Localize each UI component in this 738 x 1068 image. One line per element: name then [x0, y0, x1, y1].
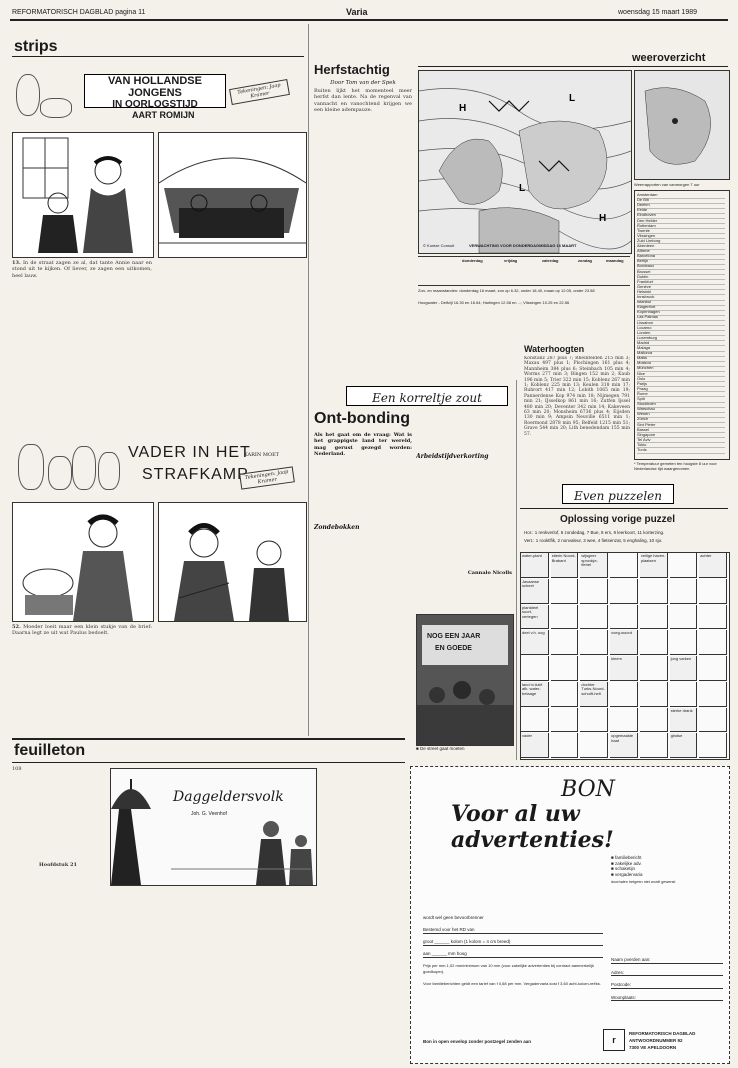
masthead-rule	[10, 19, 728, 21]
column-separator-left	[308, 24, 309, 736]
ontbonding-subhead1: Zondebokken	[314, 524, 360, 532]
herfstachtig-text-start: Buiten lijkt het momenteel meer herfst dan lente. Na de regenval van vannacht en vanochtend krijgen we een kleine adempauze.	[314, 88, 412, 113]
ontbonding-signature: Cannalo Nicolls	[467, 570, 512, 577]
bon-headline2: Voor al uw advertenties!	[451, 801, 614, 853]
zon-maan: Zon- en maanstanden: donderdag 16 maart, zon op 6.32, onder 18.40, maan op 12.05, onder 23.58	[418, 288, 595, 293]
city-row: Londen	[637, 331, 725, 337]
city-row: Aberdeen	[637, 244, 725, 250]
bon-line-1: wordt wel geen bevoorbrenner	[423, 915, 484, 920]
bon-footer-right-1: REFORMATORISCH DAGBLAD	[629, 1031, 696, 1036]
puzzle-cell[interactable]	[580, 733, 608, 758]
puzzle-cell[interactable]	[640, 682, 668, 707]
feuilleton-illustration	[110, 768, 317, 886]
ontbonding-col2	[416, 432, 512, 610]
comic2-text-start: Moeder loeit maar een klein stukje van de brief: Daarna legt ze uit wat Paulus bedoelt.	[12, 624, 152, 637]
forecast-col-5: maandag	[606, 258, 624, 263]
masthead-right: woensdag 15 maart 1989	[618, 9, 697, 16]
puzzle-cell[interactable]	[551, 605, 579, 630]
puzzle-cell[interactable]: achter	[699, 553, 727, 578]
bon-fields	[611, 957, 723, 1001]
weather-map-caption: VERWACHTING VOOR DONDERDAGMIDDAG 16 MAART	[469, 243, 577, 248]
bon-field-name[interactable]: Naam pverden aan:	[611, 957, 723, 964]
bon-family-text: Voor familieberichten geldt een tarief van f 0,68 per mm. Vergadervaria kost f 3,60 acht-kolom-reëks.	[423, 981, 601, 986]
herfstachtig-title: Herfstachtig	[314, 62, 390, 77]
bon-option-3[interactable]: ■ schaketijn	[611, 866, 635, 871]
puzzle-cell[interactable]	[610, 553, 638, 578]
comic1-panel-left-drawing	[13, 133, 153, 257]
city-row: Berlijn	[637, 259, 725, 265]
ontbonding-lead: Als het gaat om de vraag: Wat is het grappigste land ter wereld, mag gerust gezegd worden: Nederland.	[314, 432, 412, 457]
city-row: Rotterdam	[637, 224, 725, 230]
feuilleton-number: 108	[12, 766, 22, 772]
puzzle-cell[interactable]	[640, 630, 668, 655]
feuilleton-illustration-drawing	[111, 769, 316, 885]
city-row: Innsbruck	[637, 295, 725, 301]
korreltje-text: Een korreltje zout	[372, 391, 482, 405]
weather-map-drawing	[419, 71, 631, 253]
bon-small-note: doorhalen hetgeen niet wordt gewenst	[611, 880, 676, 884]
bon-field-address[interactable]: Adres:	[611, 970, 723, 977]
puzzle-cell[interactable]	[699, 733, 727, 758]
city-row: Amsterdam	[637, 193, 725, 199]
comic2-panel-number: 52.	[12, 624, 21, 630]
city-row: Stockholm	[637, 402, 725, 408]
puzzle-cell[interactable]	[699, 579, 727, 604]
forecast-row	[418, 256, 630, 286]
hoogwater: Hoogwater - Delfzijl 16.30 en 16.54; Harlingen 12.58 en ...; Vlissingen 10.25 en 22.56	[418, 300, 570, 305]
puzzle-cell[interactable]	[580, 708, 608, 733]
puzzle-cell[interactable]	[670, 630, 698, 655]
city-row: Twente	[637, 229, 725, 235]
weather-map-credit: © Kuntze Consult	[423, 243, 455, 248]
puzzle-cell[interactable]: deel v.h. oog	[521, 630, 549, 655]
photo-sign-text-2: EN GOEDE	[435, 645, 472, 652]
puzzle-grid	[520, 552, 730, 760]
figure-sketch-1	[18, 444, 44, 490]
feuilleton-col1	[12, 766, 104, 1056]
city-row: Rome	[637, 392, 725, 398]
feuilleton-rule	[12, 762, 405, 763]
child-figure-sketch	[16, 74, 40, 116]
ontbonding-subhead2: Arbeidstijdverkorting	[416, 453, 489, 460]
city-row: Istanbul	[637, 300, 725, 306]
comic1-text-left	[12, 260, 152, 376]
bon-field-city[interactable]: Woonplaats:	[611, 995, 723, 1002]
bon-price-text: Prijs per mm 1,02 mm/minimum van 10 mm (voor zakelijke advertenties bij contract aanmerkelijk goedkoper).	[423, 963, 594, 974]
city-row: Bordeaux	[637, 264, 725, 270]
waterhoogten-text: Konstanz 287 plus 7; Rheinfelden 215 min 3; Maxau 497 plus 1; Plochingen 161 plus 4; Mannheim 384 plus 6; Steinbach 105 min 4; Worms 277 min 3; Bingen 152 min 2; Kaub 196 min 5; Trier 322 min 15; Koblenz 267 min 1; Koblenz 225 min 13; Keulen 318 min 17; Ruhrort 417 min 12; Lobith 1065 min 19; Pannerdense Kop 974 min 18; Nijmegen 791 min 21; IJsselkop 861 min 16; Zutfen Ijssel 480 min 20; Deventer 342 min 14; Kakeveen 63 min 20; Monsheim 6736 plus 4; Eijsden 130 min 9; Ampsin Neuville 6511 min 1; Roermond 2878 min 95; Belfeld 1215 min 51; Grave 544 min 20; Lith benedendam 155 min 57.	[524, 356, 630, 437]
city-row: Oslo	[637, 377, 725, 383]
puzzle-cell[interactable]: kleem	[610, 656, 638, 681]
feuilleton-col3	[178, 888, 240, 1056]
comic1-title-line1: VAN HOLLANDSE JONGENS	[108, 75, 202, 99]
svg-text:L: L	[569, 93, 576, 104]
city-row: Malaga	[637, 346, 725, 352]
checkbox-icon[interactable]: ■	[611, 871, 615, 877]
korreltje-label	[346, 386, 508, 406]
weer-rule	[418, 66, 728, 67]
strips-section-title: strips	[14, 38, 58, 55]
comic1-panel-number: 13.	[12, 260, 21, 266]
checkbox-icon[interactable]: ■	[611, 860, 615, 866]
city-row: Sint Pieter	[637, 423, 725, 429]
puzzle-cell[interactable]	[580, 630, 608, 655]
checkbox-icon[interactable]: ■	[611, 855, 615, 860]
cities-table	[634, 190, 730, 460]
puzzle-cell[interactable]	[551, 630, 579, 655]
weer-section-title: weeroverzicht	[632, 52, 706, 64]
bon-option-1[interactable]: ■ familiebericht	[611, 855, 642, 860]
puzzle-cell[interactable]: jong varken	[670, 656, 698, 681]
city-row: Frankfort	[637, 280, 725, 286]
comic2-header	[12, 438, 305, 498]
ontbonding-col1	[314, 432, 412, 754]
puzzle-cell[interactable]	[670, 682, 698, 707]
feuilleton-col4	[246, 888, 311, 1056]
puzzle-cell[interactable]	[580, 579, 608, 604]
comic2-panel-right	[158, 502, 307, 622]
ontbonding-title: Ont-bonding	[314, 410, 410, 427]
ontbonding-photo	[416, 614, 514, 746]
feuilleton-col2	[110, 888, 172, 1056]
city-row: Barcelona	[637, 254, 725, 260]
forecast-col-2: vrijdag	[504, 258, 518, 263]
city-row: Moskou	[637, 361, 725, 367]
bon-option-4[interactable]: ■ vergadervaria	[611, 871, 643, 877]
city-row: Genève	[637, 285, 725, 291]
puzzel-label-text: Even puzzelen	[573, 489, 662, 503]
bon-option-2[interactable]: ■ zakelijke adv.	[611, 860, 642, 866]
puzzle-cell[interactable]: vader	[521, 733, 549, 758]
bon-footer-right-2: ANTWOORDNUMMER 92	[629, 1038, 683, 1043]
column-separator-center	[516, 380, 517, 760]
puzzle-cell[interactable]	[551, 733, 579, 758]
puzzle-cell[interactable]	[640, 579, 668, 604]
comic2-panel-right-drawing	[159, 503, 306, 621]
puzzle-cell[interactable]	[610, 682, 638, 707]
puzzel-horizontal: Hor.: 1 renkverlof, 6 zondedag, 7 Bue, 8 ers, 9 leerkoort, 11 korterzing.	[524, 530, 665, 535]
city-row: Las Palmas	[637, 315, 725, 321]
puzzle-cell[interactable]	[580, 656, 608, 681]
city-row: Warschau	[637, 407, 725, 413]
city-row: München	[637, 366, 725, 372]
puzzle-cell[interactable]	[699, 656, 727, 681]
feuilleton-illustration-title: Daggeldersvolk	[173, 789, 284, 805]
puzzle-cell[interactable]	[610, 605, 638, 630]
city-row: Tunis	[637, 448, 725, 454]
puzzle-cell[interactable]: dochter Turks-Noord-schuift-helt	[580, 682, 608, 707]
puzzle-cell[interactable]	[521, 708, 549, 733]
comic1-text-right	[158, 260, 305, 376]
photo-sign-text: NOG EEN JAAR	[427, 633, 481, 640]
city-row: Zürich	[637, 417, 725, 423]
comic2-author: KARIN MOET	[244, 452, 280, 458]
puzzle-cell[interactable]	[610, 579, 638, 604]
comic2-title-line1: VADER IN HET	[128, 444, 251, 461]
puzzle-cell[interactable]	[551, 579, 579, 604]
puzzle-cell[interactable]	[610, 708, 638, 733]
city-row: Mallorca	[637, 351, 725, 357]
puzzle-cell[interactable]	[670, 605, 698, 630]
city-row: Eindhoven	[637, 213, 725, 219]
advertentie-bon	[410, 766, 730, 1064]
comic2-signature: Tekeningen: Jaap Kramer	[239, 466, 295, 489]
puzzle-cell[interactable]: voeg-woord	[610, 630, 638, 655]
puzzel-rule	[520, 508, 728, 509]
city-row: Luxemburg	[637, 336, 725, 342]
feuilleton-section-title: feuilleton	[14, 742, 86, 759]
herfstachtig-text	[314, 88, 412, 373]
puzzle-cell[interactable]	[699, 630, 727, 655]
city-row: Kopenhagen	[637, 310, 725, 316]
ontbonding-photo-caption-text: De street gaat moeten	[419, 746, 465, 751]
city-row: Madrid	[637, 341, 725, 347]
puzzle-cell[interactable]	[551, 708, 579, 733]
figure-sketch-2	[48, 456, 72, 490]
city-row: Den Helder	[637, 219, 725, 225]
city-row: Vlissingen	[637, 234, 725, 240]
bon-footer-right-3: 7300 VE APELDOORN	[629, 1045, 677, 1050]
city-row: Dublin	[637, 275, 725, 281]
comic2-panel-left	[12, 502, 154, 622]
waterhoogten-title: Waterhoogten	[524, 344, 585, 354]
city-row: Locarno	[637, 326, 725, 332]
dog-figure-sketch	[40, 98, 72, 118]
puzzle-cell[interactable]	[580, 605, 608, 630]
puzzle-cell[interactable]	[699, 605, 727, 630]
city-row: Athene	[637, 249, 725, 255]
comic1-header	[12, 60, 305, 130]
forecast-col-4: zondag	[578, 258, 592, 263]
bon-line-4[interactable]: aan ______ mm hoog	[423, 951, 603, 958]
comic2-text-left	[12, 624, 152, 724]
city-row: Wenen	[637, 412, 725, 418]
comic1-author: AART ROMIJN	[132, 110, 195, 120]
caption-bullet-icon: ■	[416, 746, 420, 751]
city-row: Parijs	[637, 382, 725, 388]
puzzle-cell[interactable]: wijsgeer sprookje-fiehel	[580, 553, 608, 578]
bon-headline1: BON	[561, 777, 615, 802]
herfstachtig-byline: Door Tom van der Spek	[330, 80, 396, 86]
puzzle-cell[interactable]: land in Azië afk. water-belaage	[521, 682, 549, 707]
comic1-title-banner	[84, 74, 226, 108]
city-row: Nice	[637, 372, 725, 378]
puzzle-cell[interactable]: plantdeel soort, vertegen	[521, 605, 549, 630]
city-row: Brussel	[637, 270, 725, 276]
puzzle-cell[interactable]: gindse	[670, 733, 698, 758]
bon-line-2[interactable]: Bestemd voor het RD van	[423, 927, 603, 934]
puzzle-cell[interactable]	[551, 682, 579, 707]
feuilleton-chapter: Hoofdstuk 21	[39, 862, 77, 869]
weather-thumbnail-map	[634, 70, 730, 180]
city-row: Split	[637, 397, 725, 403]
puzzel-solution-title: Oplossing vorige puzzel	[560, 514, 676, 525]
puzzle-cell[interactable]	[640, 708, 668, 733]
city-row: Deelen	[637, 203, 725, 209]
figure-sketch-3	[72, 446, 96, 490]
checkbox-icon[interactable]: ■	[611, 866, 615, 871]
comic1-panel-right	[158, 132, 307, 258]
rd-logo-icon: r	[603, 1029, 625, 1051]
comic1-title-line2: IN OORLOGSTIJD	[112, 99, 198, 110]
comic1-panel-right-drawing	[159, 133, 306, 257]
city-row: Tel Aviv	[637, 438, 725, 444]
city-row: Praag	[637, 387, 725, 393]
city-row: Singapore	[637, 433, 725, 439]
puzzle-cell[interactable]	[521, 656, 549, 681]
city-row: De Bilt	[637, 198, 725, 204]
puzzel-vertical: Vert.: 1 rooktlfik, 2 nonvaleur, 3 wee, 4 fietsenzat, 5 enghaling, 10 sjo.	[524, 538, 663, 543]
figure-sketch-4	[98, 452, 120, 490]
svg-text:H: H	[459, 103, 467, 114]
city-row: Malta	[637, 356, 725, 362]
ontbonding-photo-caption	[416, 746, 465, 752]
forecast-col-1: donderdag	[462, 258, 483, 263]
puzzle-cell[interactable]	[699, 708, 727, 733]
comic2-title-line2: STRAFKAMP	[142, 466, 249, 483]
city-row: Eelde	[637, 208, 725, 214]
bon-line-3[interactable]: groot ______ kolom (1 kolom = 4 cm breed)	[423, 939, 603, 946]
feuilleton-illustration-author: Joh. G. Veenhof	[191, 811, 227, 817]
comic1-text-start: In de straat zagen ze al, dat tante Annie naar en stond uit te kijken. Of liever, ze zagen een uitkomen, heel lauw.	[12, 260, 152, 279]
puzzle-cell[interactable]	[699, 682, 727, 707]
city-row: Helsinki	[637, 290, 725, 296]
puzzle-cell[interactable]	[551, 656, 579, 681]
weather-thumbnail-drawing	[635, 71, 729, 179]
puzzle-cell[interactable]: stierin Noord-Brabant	[551, 553, 579, 578]
puzzle-cell[interactable]: water-plant	[521, 553, 549, 578]
comic2-panel-left-drawing	[13, 503, 153, 621]
strips-rule	[12, 56, 304, 57]
comic1-signature: Tekeningen: Jaap Kramer	[229, 79, 290, 105]
weather-overview-label: Weerrapporten van vanmorgen 7 uur	[634, 182, 700, 187]
weer-text-col1	[418, 314, 520, 384]
city-row: Lissabon	[637, 321, 725, 327]
city-row: Klagenfurt	[637, 305, 725, 311]
bon-options	[611, 855, 721, 886]
weather-footnote: * Temperatuur gemeten ten hoogste 8 uur voor Nederlandse tijd waargenomen	[634, 461, 717, 471]
comic1-panel-left	[12, 132, 154, 258]
puzzle-cell[interactable]	[640, 656, 668, 681]
weer-text-col2	[524, 314, 630, 340]
city-row: Zuid Limburg	[637, 239, 725, 245]
comic2-text-right	[158, 624, 305, 724]
city-row: Bassel	[637, 428, 725, 434]
svg-text:L: L	[519, 183, 526, 194]
puzzle-cell[interactable]	[640, 733, 668, 758]
puzzle-cell[interactable]	[670, 579, 698, 604]
forecast-col-3: zaterdag	[542, 258, 559, 263]
city-row: Tokio	[637, 443, 725, 449]
masthead-left: REFORMATORISCH DAGBLAD pagina 11	[12, 9, 146, 16]
puzzle-cell[interactable]	[640, 605, 668, 630]
puzzle-cell[interactable]: Javaanse scheet	[521, 579, 549, 604]
masthead-center: Varia	[346, 7, 368, 17]
bon-footer-left: Bon in open envelop zonder postzegel zenden aan	[423, 1039, 532, 1044]
svg-text:H: H	[599, 213, 607, 224]
bon-field-postcode[interactable]: Postcode:	[611, 982, 723, 989]
puzzle-cell[interactable]: sterke drank	[670, 708, 698, 733]
puzzle-cell[interactable]: opgemaakte haat	[610, 733, 638, 758]
puzzle-cell[interactable]	[670, 553, 698, 578]
puzzel-label	[562, 484, 674, 504]
puzzle-cell[interactable]: veilige haven-plaatsen	[640, 553, 668, 578]
weather-map	[418, 70, 632, 254]
feuilleton-col5	[316, 766, 404, 1056]
